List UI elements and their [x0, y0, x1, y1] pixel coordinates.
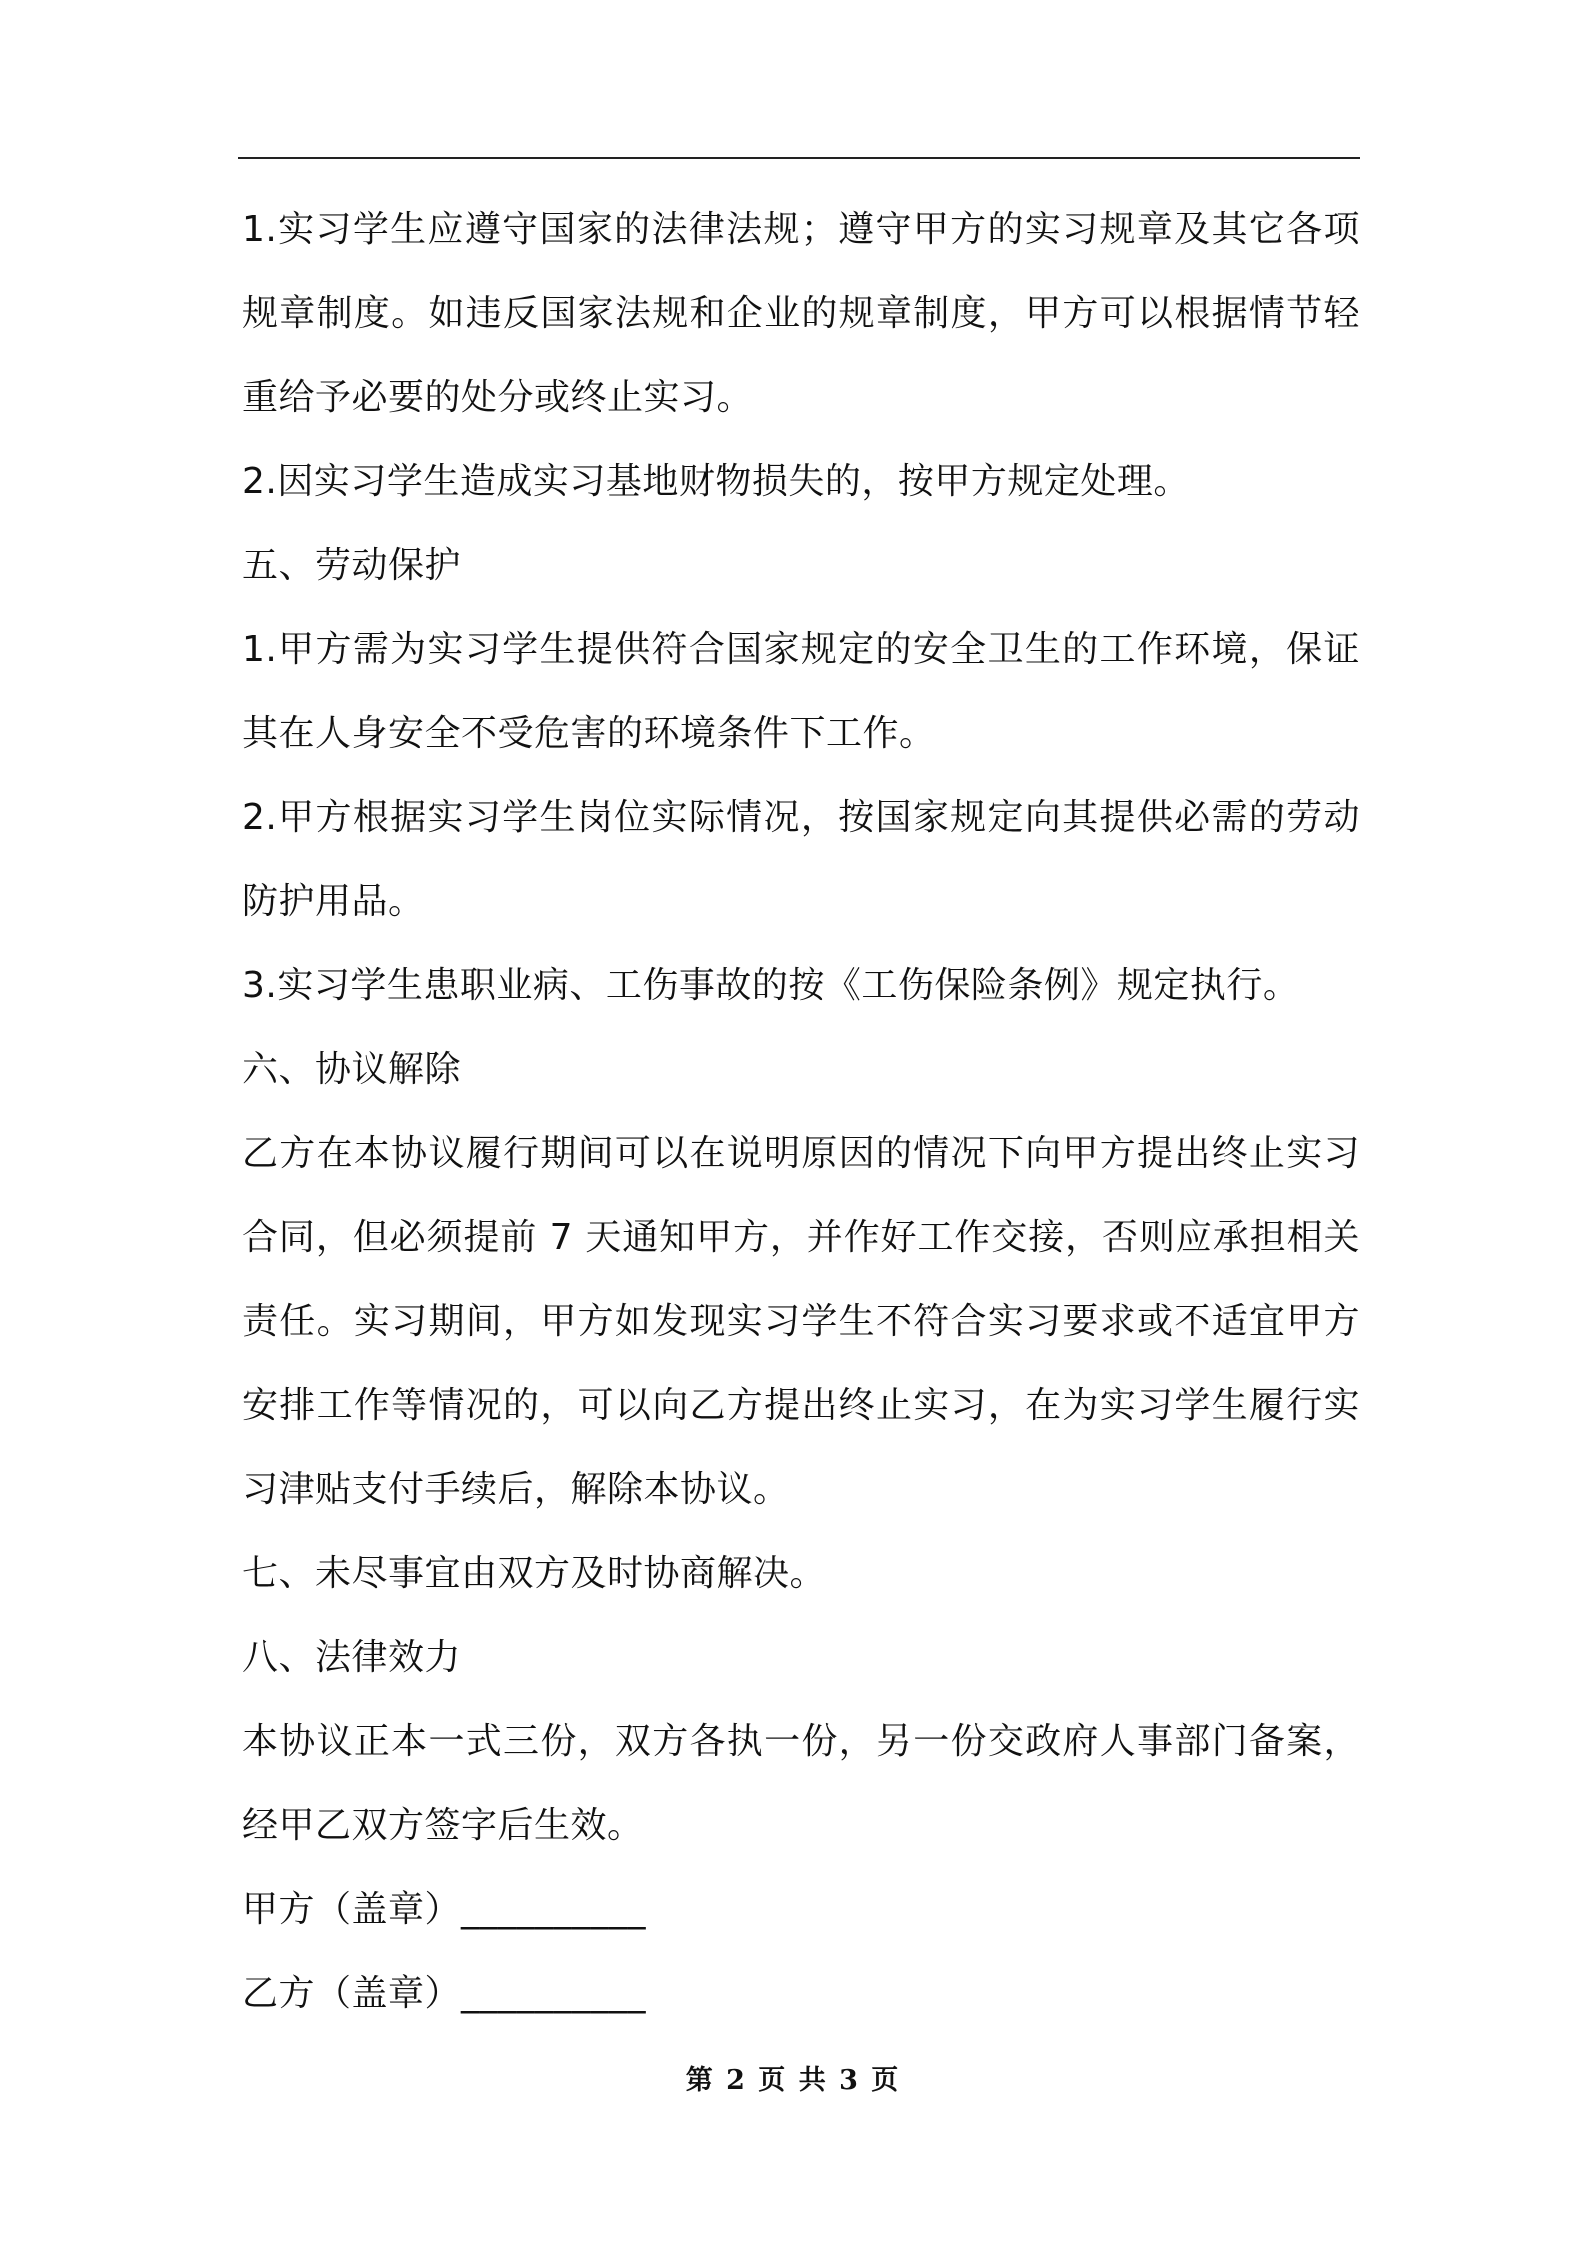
- section-heading-termination: 六、协议解除: [242, 1049, 462, 1090]
- header-rule: [238, 157, 1360, 159]
- clause-protective-equipment: 2.甲方根据实习学生岗位实际情况，按国家规定向其提供必需的劳动防护用品。: [242, 797, 1360, 922]
- clause-comply-regulations: 1.实习学生应遵守国家的法律法规；遵守甲方的实习规章及其它各项规章制度。如违反国家法规和企业的规章制度，甲方可以根据情节轻重给予必要的处分或终止实习。: [242, 209, 1360, 418]
- section-heading-labor-protection: 五、劳动保护: [242, 545, 462, 586]
- signature-line-party-a: 甲方（盖章）__________: [242, 1889, 647, 1930]
- document-body: [242, 188, 1360, 2036]
- page-number: 第 2 页 共 3 页: [685, 2065, 901, 2096]
- clause-termination-terms: 乙方在本协议履行期间可以在说明原因的情况下向甲方提出终止实习合同，但必须提前 7 天通知甲方，并作好工作交接，否则应承担相关责任。实习期间，甲方如发现实习学生不符合实习要求或不适宜甲方安排工作等情况的，可以向乙方提出终止实习，在为实习学生履行实习津贴支付手续后，解除本协议。: [242, 1133, 1360, 1510]
- section-heading-legal-effect: 八、法律效力: [242, 1637, 462, 1678]
- clause-copies-and-effect: 本协议正本一式三份，双方各执一份，另一份交政府人事部门备案，经甲乙双方签字后生效。: [242, 1721, 1360, 1846]
- clause-occupational-injury: 3.实习学生患职业病、工伤事故的按《工伤保险条例》规定执行。: [242, 965, 1300, 1006]
- clause-property-loss: 2.因实习学生造成实习基地财物损失的，按甲方规定处理。: [242, 461, 1190, 502]
- clause-safe-environment: 1.甲方需为实习学生提供符合国家规定的安全卫生的工作环境，保证其在人身安全不受危害的环境条件下工作。: [242, 629, 1360, 754]
- section-heading-unresolved-matters: 七、未尽事宜由双方及时协商解决。: [242, 1553, 827, 1594]
- signature-line-party-b: 乙方（盖章）__________: [242, 1973, 647, 2014]
